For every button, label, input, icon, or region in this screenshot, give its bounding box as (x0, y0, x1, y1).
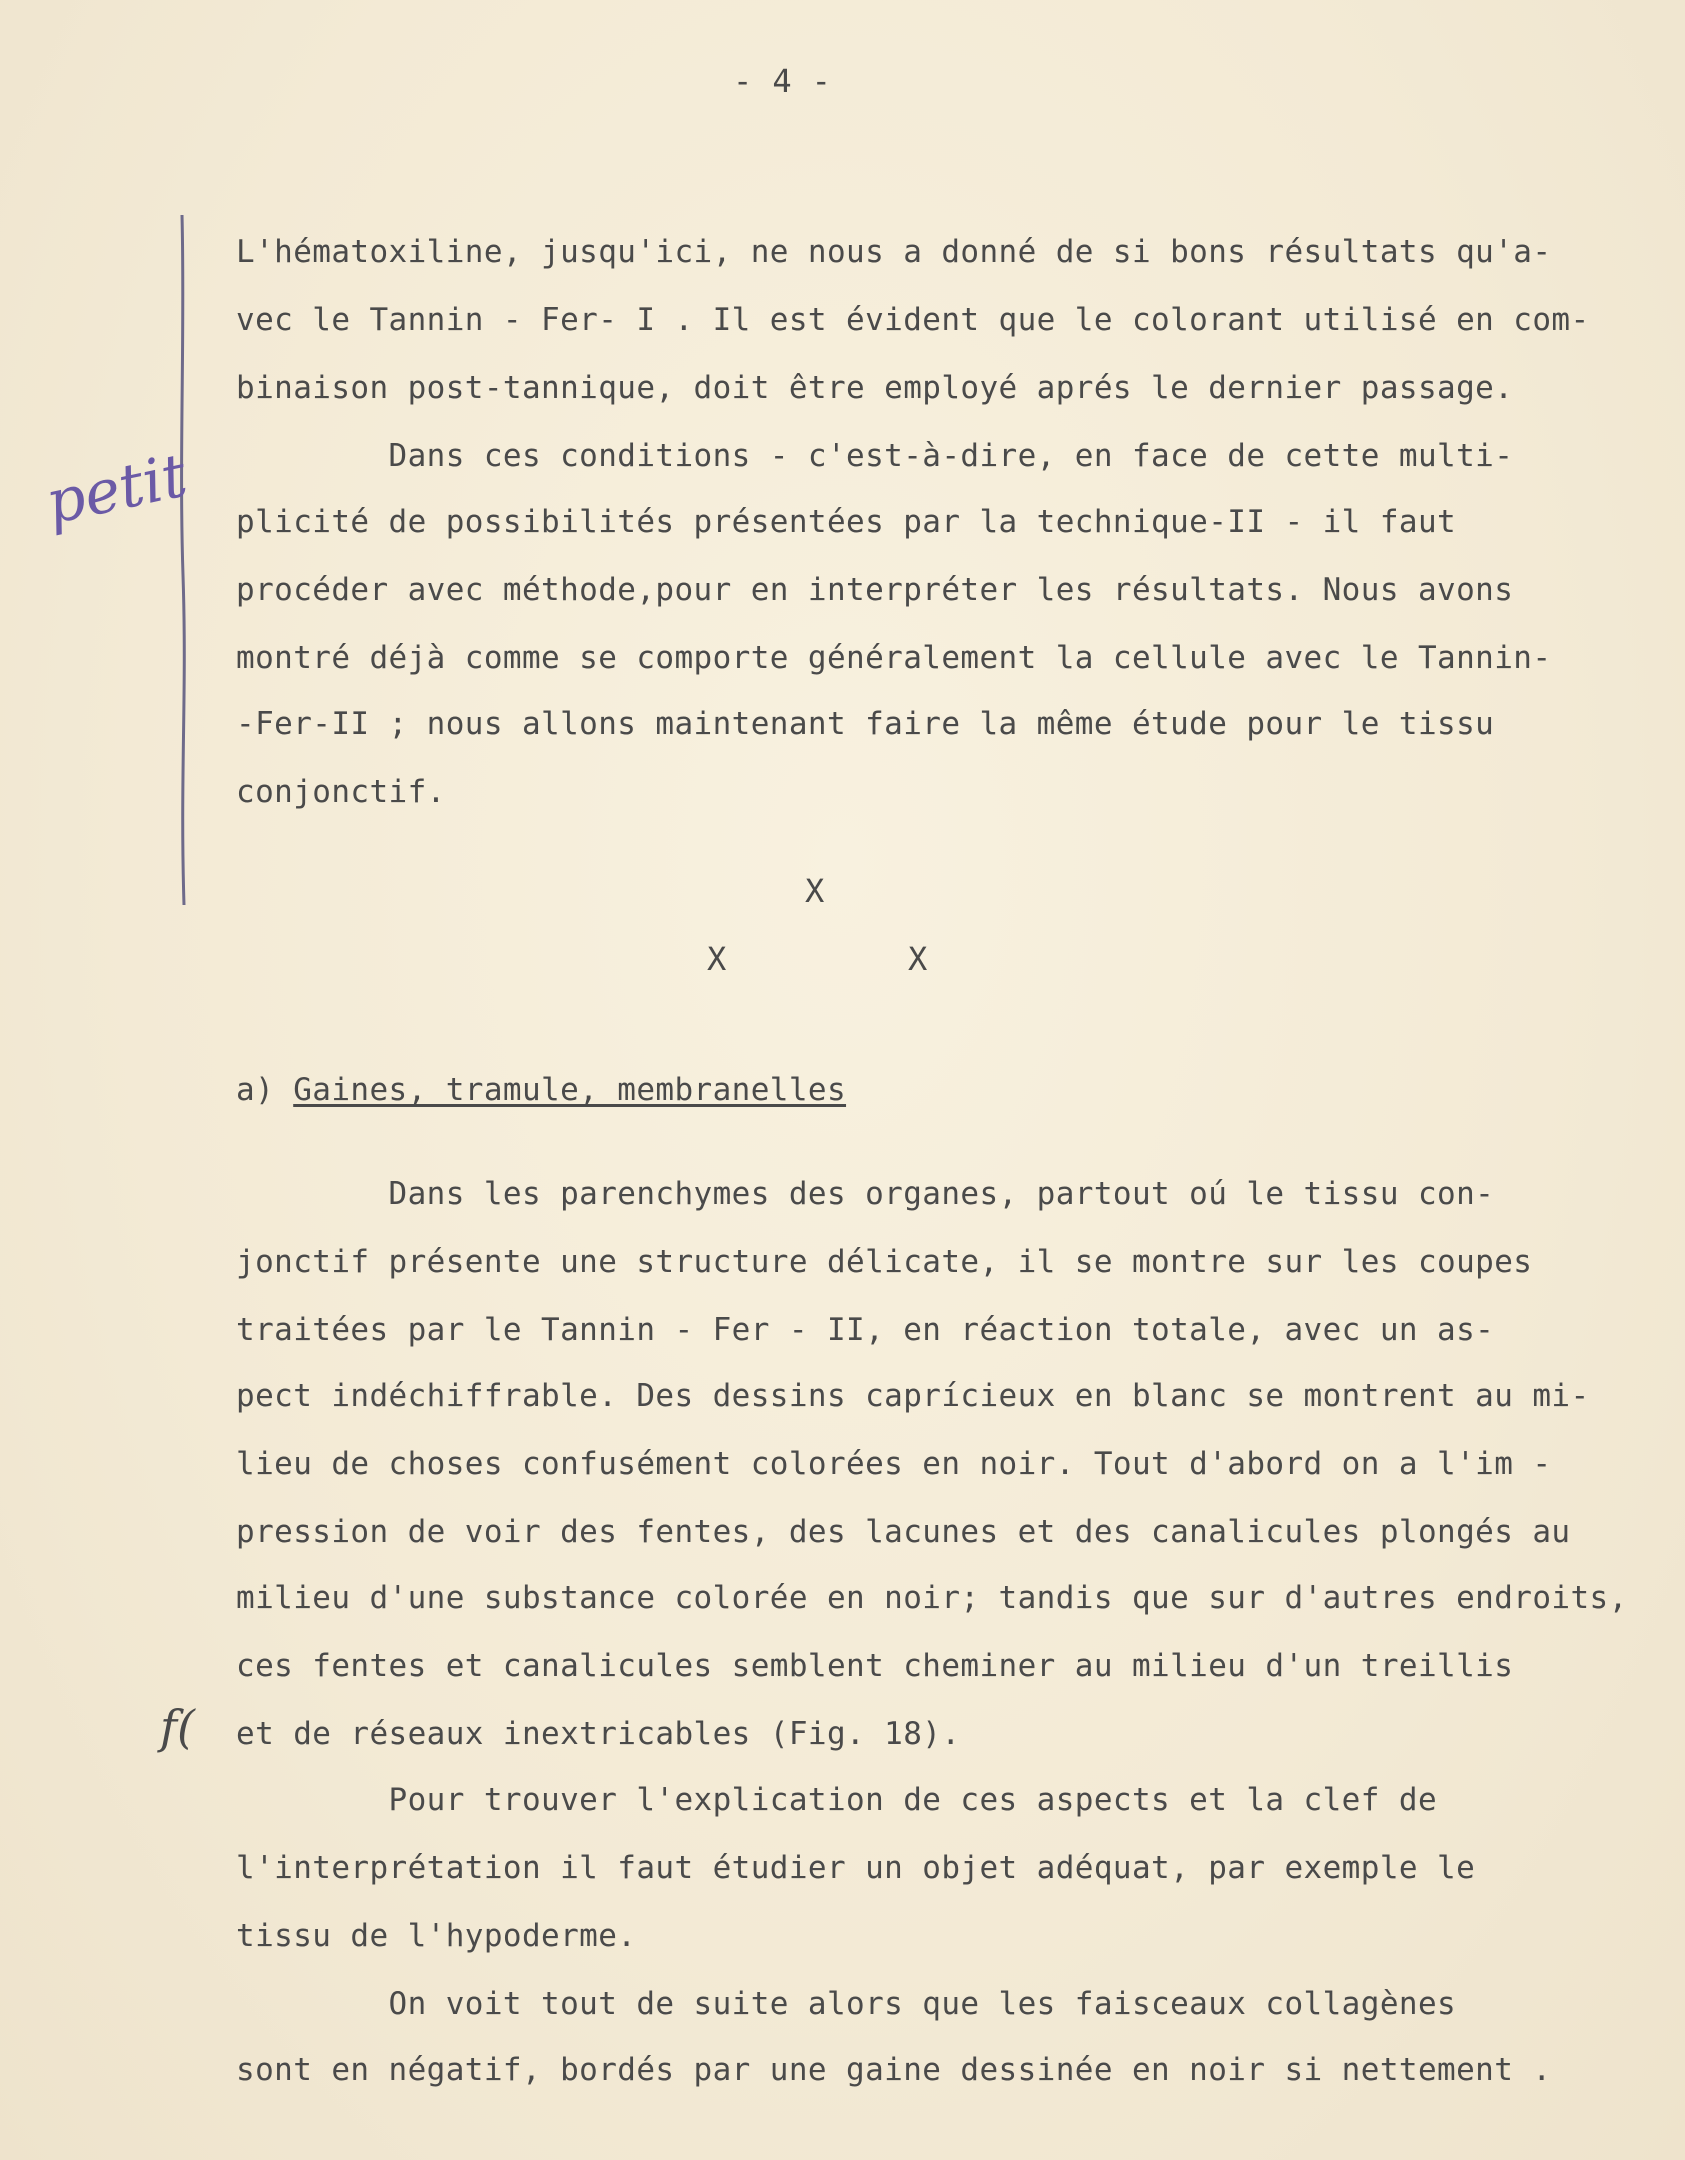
margin-note-petit: petit (40, 440, 193, 539)
text-line: vec le Tannin - Fer- I . Il est évident que le colorant utilisé en com- (236, 302, 1590, 338)
text-line: et de réseaux inextricables (Fig. 18). (236, 1716, 961, 1752)
text-line: lieu de choses confusément colorées en noir. Tout d'abord on a l'im - (236, 1446, 1552, 1482)
page-number: - 4 - (733, 62, 832, 100)
text-line: conjonctif. (236, 774, 446, 810)
text-line: Dans ces conditions - c'est-à-dire, en face de cette multi- (236, 438, 1514, 474)
separator-mark-left: X (707, 940, 727, 978)
text-line: ces fentes et canalicules semblent cheminer au milieu d'un treillis (236, 1648, 1514, 1684)
separator-mark-top: X (805, 872, 825, 910)
margin-note-mark: f( (160, 1700, 195, 1754)
text-line: l'interprétation il faut étudier un objet adéquat, par exemple le (236, 1850, 1476, 1886)
text-line: tissu de l'hypoderme. (236, 1918, 637, 1954)
separator-mark-right: X (908, 940, 928, 978)
text-line: montré déjà comme se comporte généralement la cellule avec le Tannin- (236, 640, 1552, 676)
section-heading-prefix: a) (236, 1072, 294, 1108)
text-line: milieu d'une substance colorée en noir; tandis que sur d'autres endroits, (236, 1580, 1628, 1616)
text-line: procéder avec méthode,pour en interpréter les résultats. Nous avons (236, 572, 1514, 608)
text-line: Pour trouver l'explication de ces aspects et la clef de (236, 1782, 1438, 1818)
section-heading-title: Gaines, tramule, membranelles (293, 1072, 847, 1108)
text-line: pect indéchiffrable. Des dessins caprícieux en blanc se montrent au mi- (236, 1378, 1590, 1414)
text-line: traitées par le Tannin - Fer - II, en réaction totale, avec un as- (236, 1312, 1495, 1348)
text-line: plicité de possibilités présentées par la technique-II - il faut (236, 504, 1457, 540)
text-line: sont en négatif, bordés par une gaine dessinée en noir si nettement . (236, 2052, 1552, 2088)
margin-bracket-line (176, 215, 188, 905)
text-line: jonctif présente une structure délicate, il se montre sur les coupes (236, 1244, 1533, 1280)
text-line: Dans les parenchymes des organes, partout oú le tissu con- (236, 1176, 1495, 1212)
text-line: -Fer-II ; nous allons maintenant faire la même étude pour le tissu (236, 706, 1495, 742)
text-line: On voit tout de suite alors que les faisceaux collagènes (236, 1986, 1457, 2022)
section-heading (236, 1072, 846, 1108)
text-line: pression de voir des fentes, des lacunes et des canalicules plongés au (236, 1514, 1571, 1550)
text-line: L'hématoxiline, jusqu'ici, ne nous a donné de si bons résultats qu'a- (236, 234, 1552, 270)
text-line: binaison post-tannique, doit être employé aprés le dernier passage. (236, 370, 1514, 406)
